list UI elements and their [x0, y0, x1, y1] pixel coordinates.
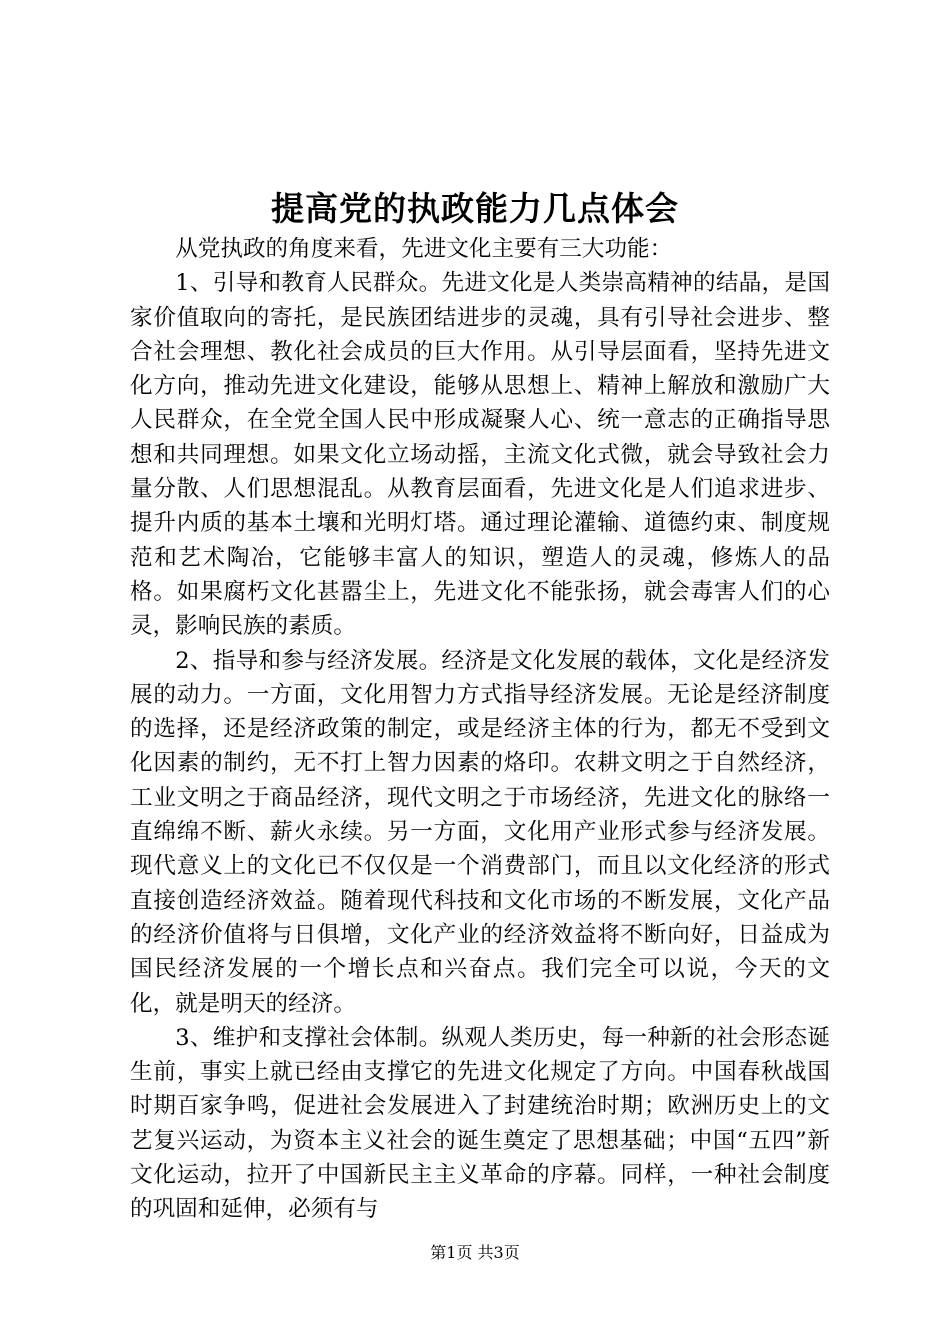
- paragraph-point-3: 3、维护和支撑社会体制。纵观人类历史，每一种新的社会形态诞生前，事实上就已经由支撑它的先进文化规定了方向。中国春秋战国时期百家争鸣，促进社会发展进入了封建统治时期；欧洲历史上的文艺复兴运动，为资本主义社会的诞生奠定了思想基础；中国“五四”新文化运动，拉开了中国新民主主义革命的序幕。同样，一种社会制度的巩固和延伸，必须有与: [130, 1024, 830, 1223]
- document-title: 提高党的执政能力几点体会: [271, 189, 679, 228]
- paragraph-point-2: 2、指导和参与经济发展。经济是文化发展的载体，文化是经济发展的动力。一方面，文化用智力方式指导经济发展。无论是经济制度的选择，还是经济政策的制定，或是经济主体的行为，都无不受到文化因素的制约，无不打上智力因素的烙印。农耕文明之于自然经济，工业文明之于商品经济，现代文明之于市场经济，先进文化的脉络一直绵绵不断、薪火永续。另一方面，文化用产业形式参与经济发展。现代意义上的文化已不仅仅是一个消费部门，而且以文化经济的形式直接创造经济效益。随着现代科技和文化市场的不断发展，文化产品的经济价值将与日俱增，文化产业的经济效益将不断向好，日益成为国民经济发展的一个增长点和兴奋点。我们完全可以说，今天的文化，就是明天的经济。: [130, 647, 830, 1017]
- document-body: [130, 232, 830, 1227]
- paragraph-point-1: 1、引导和教育人民群众。先进文化是人类崇高精神的结晶，是国家价值取向的寄托，是民族团结进步的灵魂，具有引导社会进步、整合社会理想、教化社会成员的巨大作用。从引导层面看，坚持先进文化方向，推动先进文化建设，能够从思想上、精神上解放和激励广大人民群众，在全党全国人民中形成凝聚人心、统一意志的正确指导思想和共同理想。如果文化立场动摇，主流文化式微，就会导致社会力量分散、人们思想混乱。从教育层面看，先进文化是人们追求进步、提升内质的基本土壤和光明灯塔。通过理论灌输、道德约束、制度规范和艺术陶冶，它能够丰富人的知识，塑造人的灵魂，修炼人的品格。如果腐朽文化甚嚣尘上，先进文化不能张扬，就会毒害人们的心灵，影响民族的素质。: [130, 270, 830, 640]
- page-number-footer: 第1页 共3页: [430, 1243, 520, 1262]
- paragraph-intro: 从党执政的角度来看，先进文化主要有三大功能：: [175, 236, 673, 262]
